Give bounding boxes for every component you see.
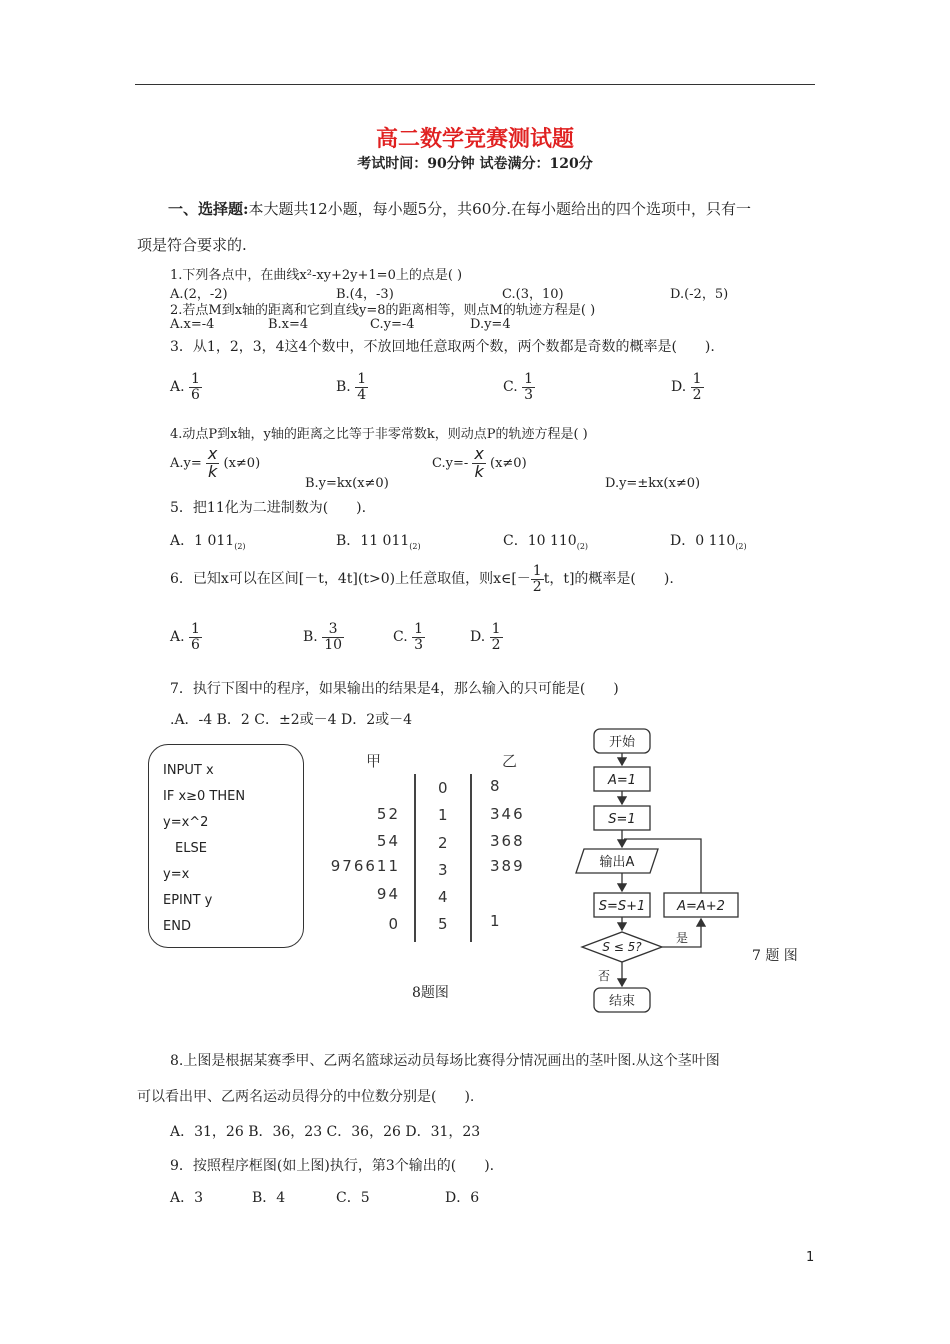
top-rule <box>135 84 815 85</box>
q4-stem: 4.动点P到x轴，y轴的距离之比等于非零常数k，则动点P的轨迹方程是( ) <box>170 427 588 442</box>
q6-c-num: 1 <box>414 621 424 637</box>
stemleaf-divider-right <box>470 774 472 942</box>
flow-no-label: 否 <box>597 969 611 983</box>
stemleaf-stem: 4 <box>438 888 450 906</box>
flow-output-label: 输出A <box>599 855 635 870</box>
q5-a-text: A．1 011 <box>170 533 235 549</box>
q3-d-den: 2 <box>692 386 702 403</box>
flow-start-label: 开始 <box>608 735 636 750</box>
program-line: END <box>163 919 191 934</box>
stemleaf-right-leaves: 1 <box>490 912 502 930</box>
flowchart <box>570 722 770 1018</box>
stemleaf-right-leaves: 368 <box>490 832 525 850</box>
q2-option-c: C.y=-4 <box>370 317 415 332</box>
q5-option-a <box>170 530 246 551</box>
stemleaf-left-header: 甲 <box>366 752 384 770</box>
stemleaf-divider-left <box>414 774 416 942</box>
q3-option-a <box>170 372 202 402</box>
program-line: IF x≥0 THEN <box>163 789 246 804</box>
q3-option-b <box>336 372 368 402</box>
q3-c-num: 1 <box>524 371 534 387</box>
stemleaf-stem: 1 <box>438 806 450 824</box>
q1-option-c: C.(3，10) <box>502 287 564 302</box>
flow-end-label: 结束 <box>608 994 636 1009</box>
q8-stem-line1: 8.上图是根据某赛季甲、乙两名篮球运动员每场比赛得分情况画出的茎叶图.从这个茎叶图 <box>170 1053 720 1069</box>
q9-stem: 9．按照程序框图(如上图)执行，第3个输出的( ). <box>170 1158 495 1174</box>
q3-option-b-fraction <box>355 372 368 402</box>
q6-a-num: 1 <box>191 621 200 637</box>
flowchart-caption: 7 题 图 <box>752 948 798 964</box>
q6-stem-post: t，t]的概率是( ). <box>543 571 674 588</box>
q6-option-b <box>303 622 344 652</box>
q2-option-a: A.x=-4 <box>170 317 215 332</box>
stemleaf-left-leaves: 0 <box>388 915 400 933</box>
q5-stem: 5．把11化为二进制数为( ). <box>170 500 367 516</box>
program-line: EPINT y <box>163 893 213 908</box>
q6-option-b-label: B. <box>303 629 318 646</box>
stemleaf-left-leaves: 52 <box>376 805 400 823</box>
stemleaf-stem: 2 <box>438 834 450 852</box>
q5-option-d <box>670 530 747 551</box>
q6-b-den: 10 <box>324 636 343 653</box>
q4-a-post: (x≠0) <box>223 455 261 471</box>
stemleaf-right-leaves: 8 <box>490 777 502 795</box>
q3-a-num: 1 <box>191 371 200 387</box>
q3-option-d-label: D. <box>671 379 687 396</box>
q5-b-text: B．11 011 <box>336 533 410 549</box>
q6-stem-fraction <box>531 564 544 594</box>
program-line: y=x <box>163 867 190 882</box>
q6-option-d-fraction <box>490 622 503 652</box>
flow-yes-label: 是 <box>675 931 689 945</box>
flow-condition-label: S ≤ 5? <box>602 940 642 954</box>
stemleaf-left-leaves: 94 <box>376 885 400 903</box>
q9-option-d: D．6 <box>445 1190 480 1206</box>
page-title: 高二数学竞赛测试题 <box>375 127 574 152</box>
stemleaf-right-leaves: 389 <box>490 857 525 875</box>
q6-stem <box>170 564 674 594</box>
q5-c-text: C．10 110 <box>503 533 577 549</box>
q4-c-den: k <box>472 463 485 481</box>
q6-option-c <box>393 622 425 652</box>
q6-option-a-fraction <box>189 622 202 652</box>
program-line: INPUT x <box>163 763 214 778</box>
q5-d-base: (2) <box>735 541 747 551</box>
q3-option-d-fraction <box>691 372 704 402</box>
q6-option-d-label: D. <box>470 629 486 646</box>
q5-c-base: (2) <box>576 541 589 551</box>
stemleaf-left-leaves: 54 <box>376 832 400 850</box>
flow-a-inc-label: A=A+2 <box>677 899 725 914</box>
q9-option-c: C．5 <box>336 1190 370 1206</box>
q2-option-d: D.y=4 <box>470 317 511 332</box>
q8-options: A．31，26 B．36，23 C．36，26 D．31，23 <box>170 1124 481 1140</box>
q3-option-c <box>503 372 535 402</box>
q9-option-a: A．3 <box>170 1190 204 1206</box>
q3-b-den: 4 <box>357 386 367 403</box>
q6-option-c-fraction <box>412 622 425 652</box>
q6-option-d <box>470 622 503 652</box>
q4-option-b: B.y=kx(x≠0) <box>305 476 389 491</box>
q6-d-den: 2 <box>491 636 501 653</box>
q4-a-fraction <box>206 446 219 481</box>
q7-stem: 7．执行下图中的程序，如果输出的结果是4，那么输入的只可能是( ) <box>170 681 619 697</box>
q7-options: .A．-4 B．2 C．±2或－4 D．2或－4 <box>170 712 413 728</box>
q1-option-a: A.(2，-2) <box>170 287 228 302</box>
flow-s-init-label: S=1 <box>608 812 636 827</box>
q3-option-b-label: B. <box>336 379 351 396</box>
q6-d-num: 1 <box>491 621 501 637</box>
section-intro <box>168 198 751 219</box>
q3-c-den: 3 <box>524 386 534 403</box>
q6-option-b-fraction <box>322 622 344 652</box>
section-heading: 一、选择题: <box>168 200 249 218</box>
q5-b-base: (2) <box>409 541 421 551</box>
q1-option-d: D.(-2，5) <box>670 287 729 302</box>
q4-a-pre: A.y= <box>170 455 202 471</box>
q4-a-den: k <box>206 463 219 481</box>
q4-c-fraction <box>472 446 485 481</box>
q3-option-c-label: C. <box>503 379 518 396</box>
q3-option-a-label: A. <box>170 379 185 396</box>
q6-stem-pre: 6．已知x可以在区间[－t，4t](t>0)上任意取值，则x∈[－ <box>170 571 531 588</box>
flow-a-init-label: A=1 <box>607 773 637 788</box>
q5-d-text: D．0 110 <box>670 533 736 549</box>
stemleaf-stem: 5 <box>438 915 450 933</box>
q5-option-b <box>336 530 421 551</box>
section-intro-line2: 项是符合要求的. <box>137 236 247 254</box>
program-line: y=x^2 <box>163 815 209 830</box>
q6-option-c-label: C. <box>393 629 408 646</box>
flow-s-inc-label: S=S+1 <box>598 899 646 914</box>
q8-stem-line2: 可以看出甲、乙两名运动员得分的中位数分别是( ). <box>137 1089 475 1105</box>
q3-a-den: 6 <box>191 386 200 403</box>
q6-b-num: 3 <box>328 621 338 637</box>
q6-option-a <box>170 622 202 652</box>
q3-option-a-fraction <box>189 372 202 402</box>
program-box <box>148 744 304 948</box>
q6-option-a-label: A. <box>170 629 185 646</box>
stemleaf-caption: 8题图 <box>412 985 449 1001</box>
q5-option-c <box>503 530 588 551</box>
exam-info: 考试时间：90分钟 试卷满分：120分 <box>357 156 593 172</box>
q4-option-d: D.y=±kx(x≠0) <box>605 476 701 491</box>
stemleaf-left-leaves: 976611 <box>330 857 400 875</box>
q2-stem: 2.若点M到x轴的距离和它到直线y=8的距离相等，则点M的轨迹方程是( ) <box>170 303 596 318</box>
q3-d-num: 1 <box>692 371 702 387</box>
page-number: 1 <box>806 1250 815 1265</box>
q1-stem: 1.下列各点中，在曲线x²-xy+2y+1=0上的点是( ) <box>170 268 463 283</box>
q3-option-d <box>671 372 704 402</box>
q3-b-num: 1 <box>357 371 367 387</box>
stemleaf-right-leaves: 346 <box>490 805 525 823</box>
q3-option-c-fraction <box>522 372 535 402</box>
stemleaf-stem: 0 <box>438 779 450 797</box>
q1-option-b: B.(4，-3) <box>336 287 394 302</box>
q4-a-num: x <box>207 444 218 463</box>
q4-option-c <box>432 446 527 481</box>
q5-a-base: (2) <box>234 541 246 551</box>
q3-stem: 3．从1，2，3，4这4个数中，不放回地任意取两个数，两个数都是奇数的概率是( ). <box>170 339 715 355</box>
q6-stem-num: 1 <box>532 563 542 579</box>
q4-c-num: x <box>474 444 484 463</box>
q6-a-den: 6 <box>191 636 200 653</box>
q6-stem-den: 2 <box>532 578 542 595</box>
q4-c-post: (x≠0) <box>490 455 527 471</box>
q6-c-den: 3 <box>414 636 424 653</box>
stemleaf-stem: 3 <box>438 861 450 879</box>
q4-option-a <box>170 446 260 481</box>
program-line: ELSE <box>175 841 207 856</box>
section-intro-line1: 本大题共12小题，每小题5分，共60分.在每小题给出的四个选项中，只有一 <box>248 200 752 218</box>
q4-c-pre: C.y=- <box>432 455 469 471</box>
stemleaf-right-header: 乙 <box>502 752 520 770</box>
q2-option-b: B.x=4 <box>268 317 309 332</box>
q9-option-b: B．4 <box>252 1190 286 1206</box>
